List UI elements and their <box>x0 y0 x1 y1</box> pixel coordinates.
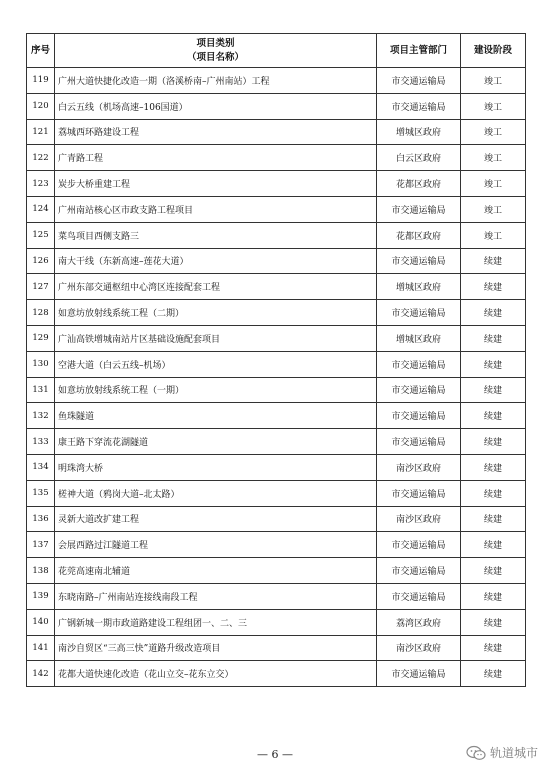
build-stage: 续建 <box>461 583 526 609</box>
build-stage: 续建 <box>461 377 526 403</box>
build-stage: 竣工 <box>461 145 526 171</box>
table-row <box>27 145 526 171</box>
row-number: 137 <box>27 532 55 558</box>
row-number: 138 <box>27 558 55 584</box>
build-stage: 续建 <box>461 506 526 532</box>
row-number: 136 <box>27 506 55 532</box>
table-row <box>27 454 526 480</box>
build-stage: 续建 <box>461 403 526 429</box>
table-row <box>27 274 526 300</box>
row-number: 123 <box>27 171 55 197</box>
project-name: 广钢新城一期市政道路建设工程组团一、二、三 <box>55 609 377 635</box>
row-number: 119 <box>27 68 55 94</box>
table-row <box>27 351 526 377</box>
row-number: 121 <box>27 119 55 145</box>
table-row <box>27 377 526 403</box>
row-number: 139 <box>27 583 55 609</box>
department: 市交通运输局 <box>377 532 461 558</box>
table-row <box>27 248 526 274</box>
wechat-icon <box>466 745 486 761</box>
table-body <box>27 68 526 687</box>
table-row <box>27 196 526 222</box>
department: 增城区政府 <box>377 274 461 300</box>
row-number: 128 <box>27 300 55 326</box>
header-stage: 建设阶段 <box>461 34 526 68</box>
department: 增城区政府 <box>377 325 461 351</box>
build-stage: 续建 <box>461 609 526 635</box>
table-row <box>27 300 526 326</box>
header-name-label: （项目名称） <box>186 51 244 63</box>
project-table <box>26 33 526 687</box>
project-name: 炭步大桥重建工程 <box>55 171 377 197</box>
build-stage: 续建 <box>461 429 526 455</box>
project-name: 槎神大道（鸦岗大道–北太路） <box>55 480 377 506</box>
project-name: 荔城西环路建设工程 <box>55 119 377 145</box>
table-row <box>27 480 526 506</box>
department: 市交通运输局 <box>377 558 461 584</box>
table-row <box>27 325 526 351</box>
table-row <box>27 532 526 558</box>
project-name: 明珠湾大桥 <box>55 454 377 480</box>
row-number: 129 <box>27 325 55 351</box>
department: 市交通运输局 <box>377 480 461 506</box>
build-stage: 续建 <box>461 480 526 506</box>
department: 市交通运输局 <box>377 403 461 429</box>
build-stage: 竣工 <box>461 68 526 94</box>
project-name: 广州大道快捷化改造一期（洛溪桥南–广州南站）工程 <box>55 68 377 94</box>
department: 南沙区政府 <box>377 506 461 532</box>
row-number: 126 <box>27 248 55 274</box>
header-dept: 项目主管部门 <box>377 34 461 68</box>
department: 南沙区政府 <box>377 454 461 480</box>
build-stage: 续建 <box>461 532 526 558</box>
department: 花都区政府 <box>377 222 461 248</box>
row-number: 134 <box>27 454 55 480</box>
table-row <box>27 93 526 119</box>
watermark <box>466 744 538 761</box>
department: 南沙区政府 <box>377 635 461 661</box>
header-seq: 序号 <box>27 34 55 68</box>
row-number: 141 <box>27 635 55 661</box>
row-number: 135 <box>27 480 55 506</box>
department: 市交通运输局 <box>377 583 461 609</box>
department: 市交通运输局 <box>377 377 461 403</box>
table-row <box>27 68 526 94</box>
build-stage: 续建 <box>461 248 526 274</box>
department: 市交通运输局 <box>377 68 461 94</box>
department: 市交通运输局 <box>377 300 461 326</box>
row-number: 120 <box>27 93 55 119</box>
build-stage: 竣工 <box>461 171 526 197</box>
project-name: 灵新大道改扩建工程 <box>55 506 377 532</box>
project-name: 南沙自贸区“三高三快”道路升级改造项目 <box>55 635 377 661</box>
department: 市交通运输局 <box>377 429 461 455</box>
project-name: 菜鸟项目西侧支路三 <box>55 222 377 248</box>
project-name: 广州南站核心区市政支路工程项目 <box>55 196 377 222</box>
row-number: 142 <box>27 661 55 687</box>
build-stage: 竣工 <box>461 196 526 222</box>
project-name: 白云五线（机场高速–106国道） <box>55 93 377 119</box>
project-name: 广州东部交通枢纽中心湾区连接配套工程 <box>55 274 377 300</box>
project-name: 东晓南路–广州南站连接线南段工程 <box>55 583 377 609</box>
build-stage: 竣工 <box>461 93 526 119</box>
project-name: 空港大道（白云五线–机场） <box>55 351 377 377</box>
row-number: 131 <box>27 377 55 403</box>
table-row <box>27 661 526 687</box>
build-stage: 续建 <box>461 300 526 326</box>
page-number: — 6 — <box>257 748 293 761</box>
build-stage: 续建 <box>461 325 526 351</box>
build-stage: 续建 <box>461 274 526 300</box>
department: 花都区政府 <box>377 171 461 197</box>
department: 增城区政府 <box>377 119 461 145</box>
row-number: 127 <box>27 274 55 300</box>
build-stage: 续建 <box>461 351 526 377</box>
project-name: 如意坊放射线系统工程（一期） <box>55 377 377 403</box>
row-number: 130 <box>27 351 55 377</box>
department: 荔湾区政府 <box>377 609 461 635</box>
row-number: 133 <box>27 429 55 455</box>
project-name: 花都大道快速化改造（花山立交–花东立交） <box>55 661 377 687</box>
table-row <box>27 506 526 532</box>
table-header-row <box>27 34 526 68</box>
header-category <box>55 34 377 68</box>
table-row <box>27 171 526 197</box>
project-name: 广青路工程 <box>55 145 377 171</box>
table-row <box>27 222 526 248</box>
department: 市交通运输局 <box>377 351 461 377</box>
table-row <box>27 558 526 584</box>
row-number: 122 <box>27 145 55 171</box>
table-row <box>27 609 526 635</box>
department: 市交通运输局 <box>377 196 461 222</box>
department: 市交通运输局 <box>377 661 461 687</box>
row-number: 140 <box>27 609 55 635</box>
project-name: 南大干线（东新高速–莲花大道） <box>55 248 377 274</box>
department: 市交通运输局 <box>377 248 461 274</box>
project-name: 鱼珠隧道 <box>55 403 377 429</box>
row-number: 125 <box>27 222 55 248</box>
watermark-text: 轨道城市 <box>489 746 538 760</box>
build-stage: 续建 <box>461 558 526 584</box>
project-name: 如意坊放射线系统工程（二期） <box>55 300 377 326</box>
project-name: 广汕高铁增城南站片区基础设施配套项目 <box>55 325 377 351</box>
project-name: 会展西路过江隧道工程 <box>55 532 377 558</box>
project-name: 花莞高速南北辅道 <box>55 558 377 584</box>
project-name: 康王路下穿流花湖隧道 <box>55 429 377 455</box>
row-number: 124 <box>27 196 55 222</box>
build-stage: 竣工 <box>461 119 526 145</box>
table-row <box>27 119 526 145</box>
build-stage: 竣工 <box>461 222 526 248</box>
department: 白云区政府 <box>377 145 461 171</box>
table-row <box>27 583 526 609</box>
table-row <box>27 635 526 661</box>
table-row <box>27 429 526 455</box>
table-row <box>27 403 526 429</box>
header-category-label: 项目类别 <box>196 38 235 50</box>
row-number: 132 <box>27 403 55 429</box>
build-stage: 续建 <box>461 454 526 480</box>
build-stage: 续建 <box>461 661 526 687</box>
department: 市交通运输局 <box>377 93 461 119</box>
build-stage: 续建 <box>461 635 526 661</box>
